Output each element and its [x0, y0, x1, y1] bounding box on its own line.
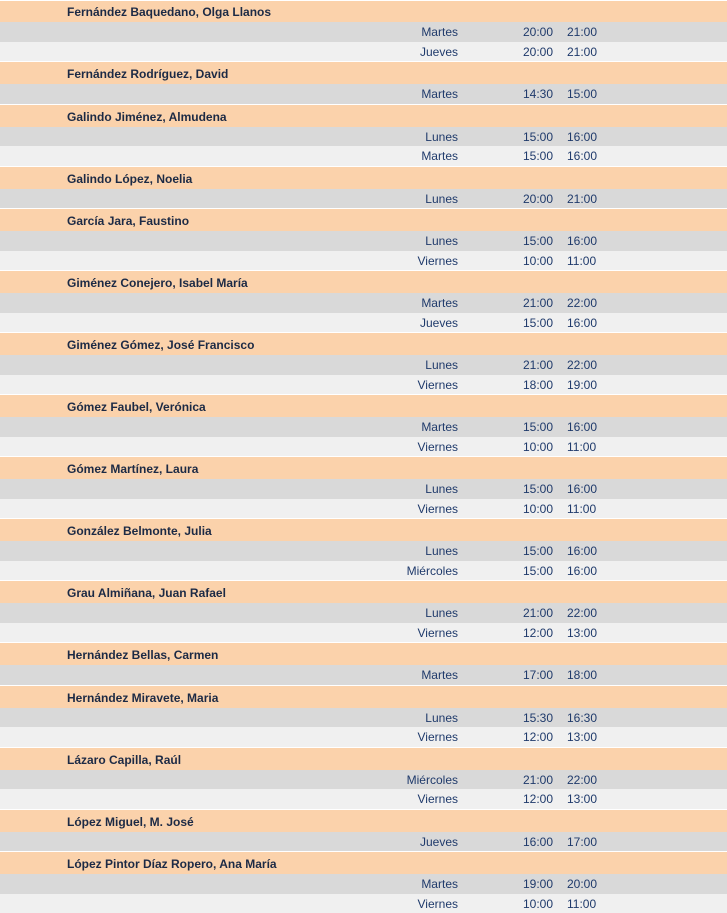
day-cell: Lunes — [425, 606, 458, 620]
schedule-row — [0, 146, 727, 166]
person-name: González Belmonte, Julia — [0, 518, 727, 541]
end-time-cell: 21:00 — [567, 25, 597, 39]
start-time-cell: 12:00 — [523, 730, 553, 744]
day-cell: Viernes — [418, 440, 458, 454]
end-time-cell: 16:00 — [567, 482, 597, 496]
end-time-cell: 21:00 — [567, 45, 597, 59]
schedule-row — [0, 375, 727, 395]
day-cell: Miércoles — [407, 564, 458, 578]
day-cell: Lunes — [425, 130, 458, 144]
end-time-cell: 22:00 — [567, 358, 597, 372]
schedule-row — [0, 42, 727, 62]
day-cell: Martes — [421, 420, 458, 434]
end-time-cell: 16:00 — [567, 234, 597, 248]
person-name: Lázaro Capilla, Raúl — [0, 747, 727, 770]
schedule-row — [0, 561, 727, 581]
day-cell: Martes — [421, 25, 458, 39]
start-time-cell: 21:00 — [523, 606, 553, 620]
start-time-cell: 17:00 — [523, 668, 553, 682]
day-cell: Lunes — [425, 358, 458, 372]
schedule-row — [0, 189, 727, 209]
day-cell: Viernes — [418, 626, 458, 640]
day-cell: Lunes — [425, 482, 458, 496]
day-cell: Jueves — [420, 316, 458, 330]
person-name: López Miguel, M. José — [0, 809, 727, 832]
day-cell: Jueves — [420, 45, 458, 59]
end-time-cell: 22:00 — [567, 773, 597, 787]
end-time-cell: 19:00 — [567, 378, 597, 392]
start-time-cell: 15:00 — [523, 130, 553, 144]
person-name: López Pintor Díaz Ropero, Ana María — [0, 851, 727, 874]
start-time-cell: 16:00 — [523, 835, 553, 849]
end-time-cell: 22:00 — [567, 296, 597, 310]
start-time-cell: 12:00 — [523, 626, 553, 640]
schedule-row — [0, 293, 727, 313]
day-cell: Viernes — [418, 378, 458, 392]
day-cell: Lunes — [425, 234, 458, 248]
start-time-cell: 10:00 — [523, 440, 553, 454]
end-time-cell: 21:00 — [567, 192, 597, 206]
schedule-row — [0, 665, 727, 685]
end-time-cell: 17:00 — [567, 835, 597, 849]
person-name: Hernández Miravete, Maria — [0, 685, 727, 708]
start-time-cell: 10:00 — [523, 502, 553, 516]
day-cell: Viernes — [418, 254, 458, 268]
start-time-cell: 21:00 — [523, 358, 553, 372]
end-time-cell: 11:00 — [567, 897, 596, 911]
end-time-cell: 11:00 — [567, 440, 596, 454]
start-time-cell: 20:00 — [523, 25, 553, 39]
start-time-cell: 15:30 — [523, 711, 553, 725]
end-time-cell: 16:30 — [567, 711, 597, 725]
end-time-cell: 13:00 — [567, 626, 597, 640]
start-time-cell: 15:00 — [523, 420, 553, 434]
day-cell: Jueves — [420, 835, 458, 849]
end-time-cell: 18:00 — [567, 668, 597, 682]
end-time-cell: 16:00 — [567, 544, 597, 558]
day-cell: Viernes — [418, 897, 458, 911]
schedule-row — [0, 727, 727, 747]
person-name: Gómez Martínez, Laura — [0, 456, 727, 479]
person-name: Fernández Rodríguez, David — [0, 61, 727, 84]
schedule-row — [0, 623, 727, 643]
day-cell: Martes — [421, 149, 458, 163]
person-name: Giménez Gómez, José Francisco — [0, 332, 727, 355]
day-cell: Viernes — [418, 730, 458, 744]
start-time-cell: 20:00 — [523, 45, 553, 59]
schedule-row — [0, 355, 727, 375]
schedule-row — [0, 894, 727, 913]
day-cell: Lunes — [425, 711, 458, 725]
schedule-row — [0, 313, 727, 333]
schedule-row — [0, 22, 727, 42]
start-time-cell: 19:00 — [523, 877, 553, 891]
end-time-cell: 13:00 — [567, 730, 597, 744]
day-cell: Lunes — [425, 544, 458, 558]
schedule-row — [0, 84, 727, 104]
schedule-row — [0, 127, 727, 147]
schedule-row — [0, 832, 727, 852]
start-time-cell: 15:00 — [523, 544, 553, 558]
day-cell: Martes — [421, 87, 458, 101]
start-time-cell: 20:00 — [523, 192, 553, 206]
schedule-row — [0, 479, 727, 499]
person-name: Fernández Baquedano, Olga Llanos — [0, 0, 727, 22]
day-cell: Lunes — [425, 192, 458, 206]
person-name: Galindo López, Noelia — [0, 166, 727, 189]
end-time-cell: 13:00 — [567, 792, 597, 806]
end-time-cell: 22:00 — [567, 606, 597, 620]
day-cell: Martes — [421, 877, 458, 891]
start-time-cell: 18:00 — [523, 378, 553, 392]
schedule-row — [0, 603, 727, 623]
person-name: Galindo Jiménez, Almudena — [0, 104, 727, 127]
day-cell: Martes — [421, 296, 458, 310]
start-time-cell: 15:00 — [523, 482, 553, 496]
person-name: Hernández Bellas, Carmen — [0, 642, 727, 665]
person-name: Giménez Conejero, Isabel María — [0, 270, 727, 293]
start-time-cell: 21:00 — [523, 773, 553, 787]
schedule-row — [0, 541, 727, 561]
end-time-cell: 11:00 — [567, 502, 596, 516]
end-time-cell: 16:00 — [567, 420, 597, 434]
end-time-cell: 11:00 — [567, 254, 596, 268]
schedule-row — [0, 251, 727, 271]
start-time-cell: 15:00 — [523, 234, 553, 248]
end-time-cell: 20:00 — [567, 877, 597, 891]
day-cell: Viernes — [418, 502, 458, 516]
day-cell: Viernes — [418, 792, 458, 806]
schedule-row — [0, 708, 727, 728]
schedule-row — [0, 417, 727, 437]
day-cell: Miércoles — [407, 773, 458, 787]
end-time-cell: 15:00 — [567, 87, 597, 101]
day-cell: Martes — [421, 668, 458, 682]
person-name: Grau Almiñana, Juan Rafael — [0, 580, 727, 603]
person-name: García Jara, Faustino — [0, 208, 727, 231]
start-time-cell: 15:00 — [523, 316, 553, 330]
start-time-cell: 12:00 — [523, 792, 553, 806]
schedule-row — [0, 770, 727, 790]
start-time-cell: 10:00 — [523, 254, 553, 268]
start-time-cell: 21:00 — [523, 296, 553, 310]
person-name: Gómez Faubel, Verónica — [0, 394, 727, 417]
end-time-cell: 16:00 — [567, 149, 597, 163]
start-time-cell: 14:30 — [523, 87, 553, 101]
schedule-row — [0, 437, 727, 457]
schedule-row — [0, 874, 727, 894]
schedule-row — [0, 789, 727, 809]
schedule-row — [0, 499, 727, 519]
end-time-cell: 16:00 — [567, 564, 597, 578]
start-time-cell: 10:00 — [523, 897, 553, 911]
start-time-cell: 15:00 — [523, 149, 553, 163]
start-time-cell: 15:00 — [523, 564, 553, 578]
schedule-row — [0, 231, 727, 251]
end-time-cell: 16:00 — [567, 130, 597, 144]
end-time-cell: 16:00 — [567, 316, 597, 330]
